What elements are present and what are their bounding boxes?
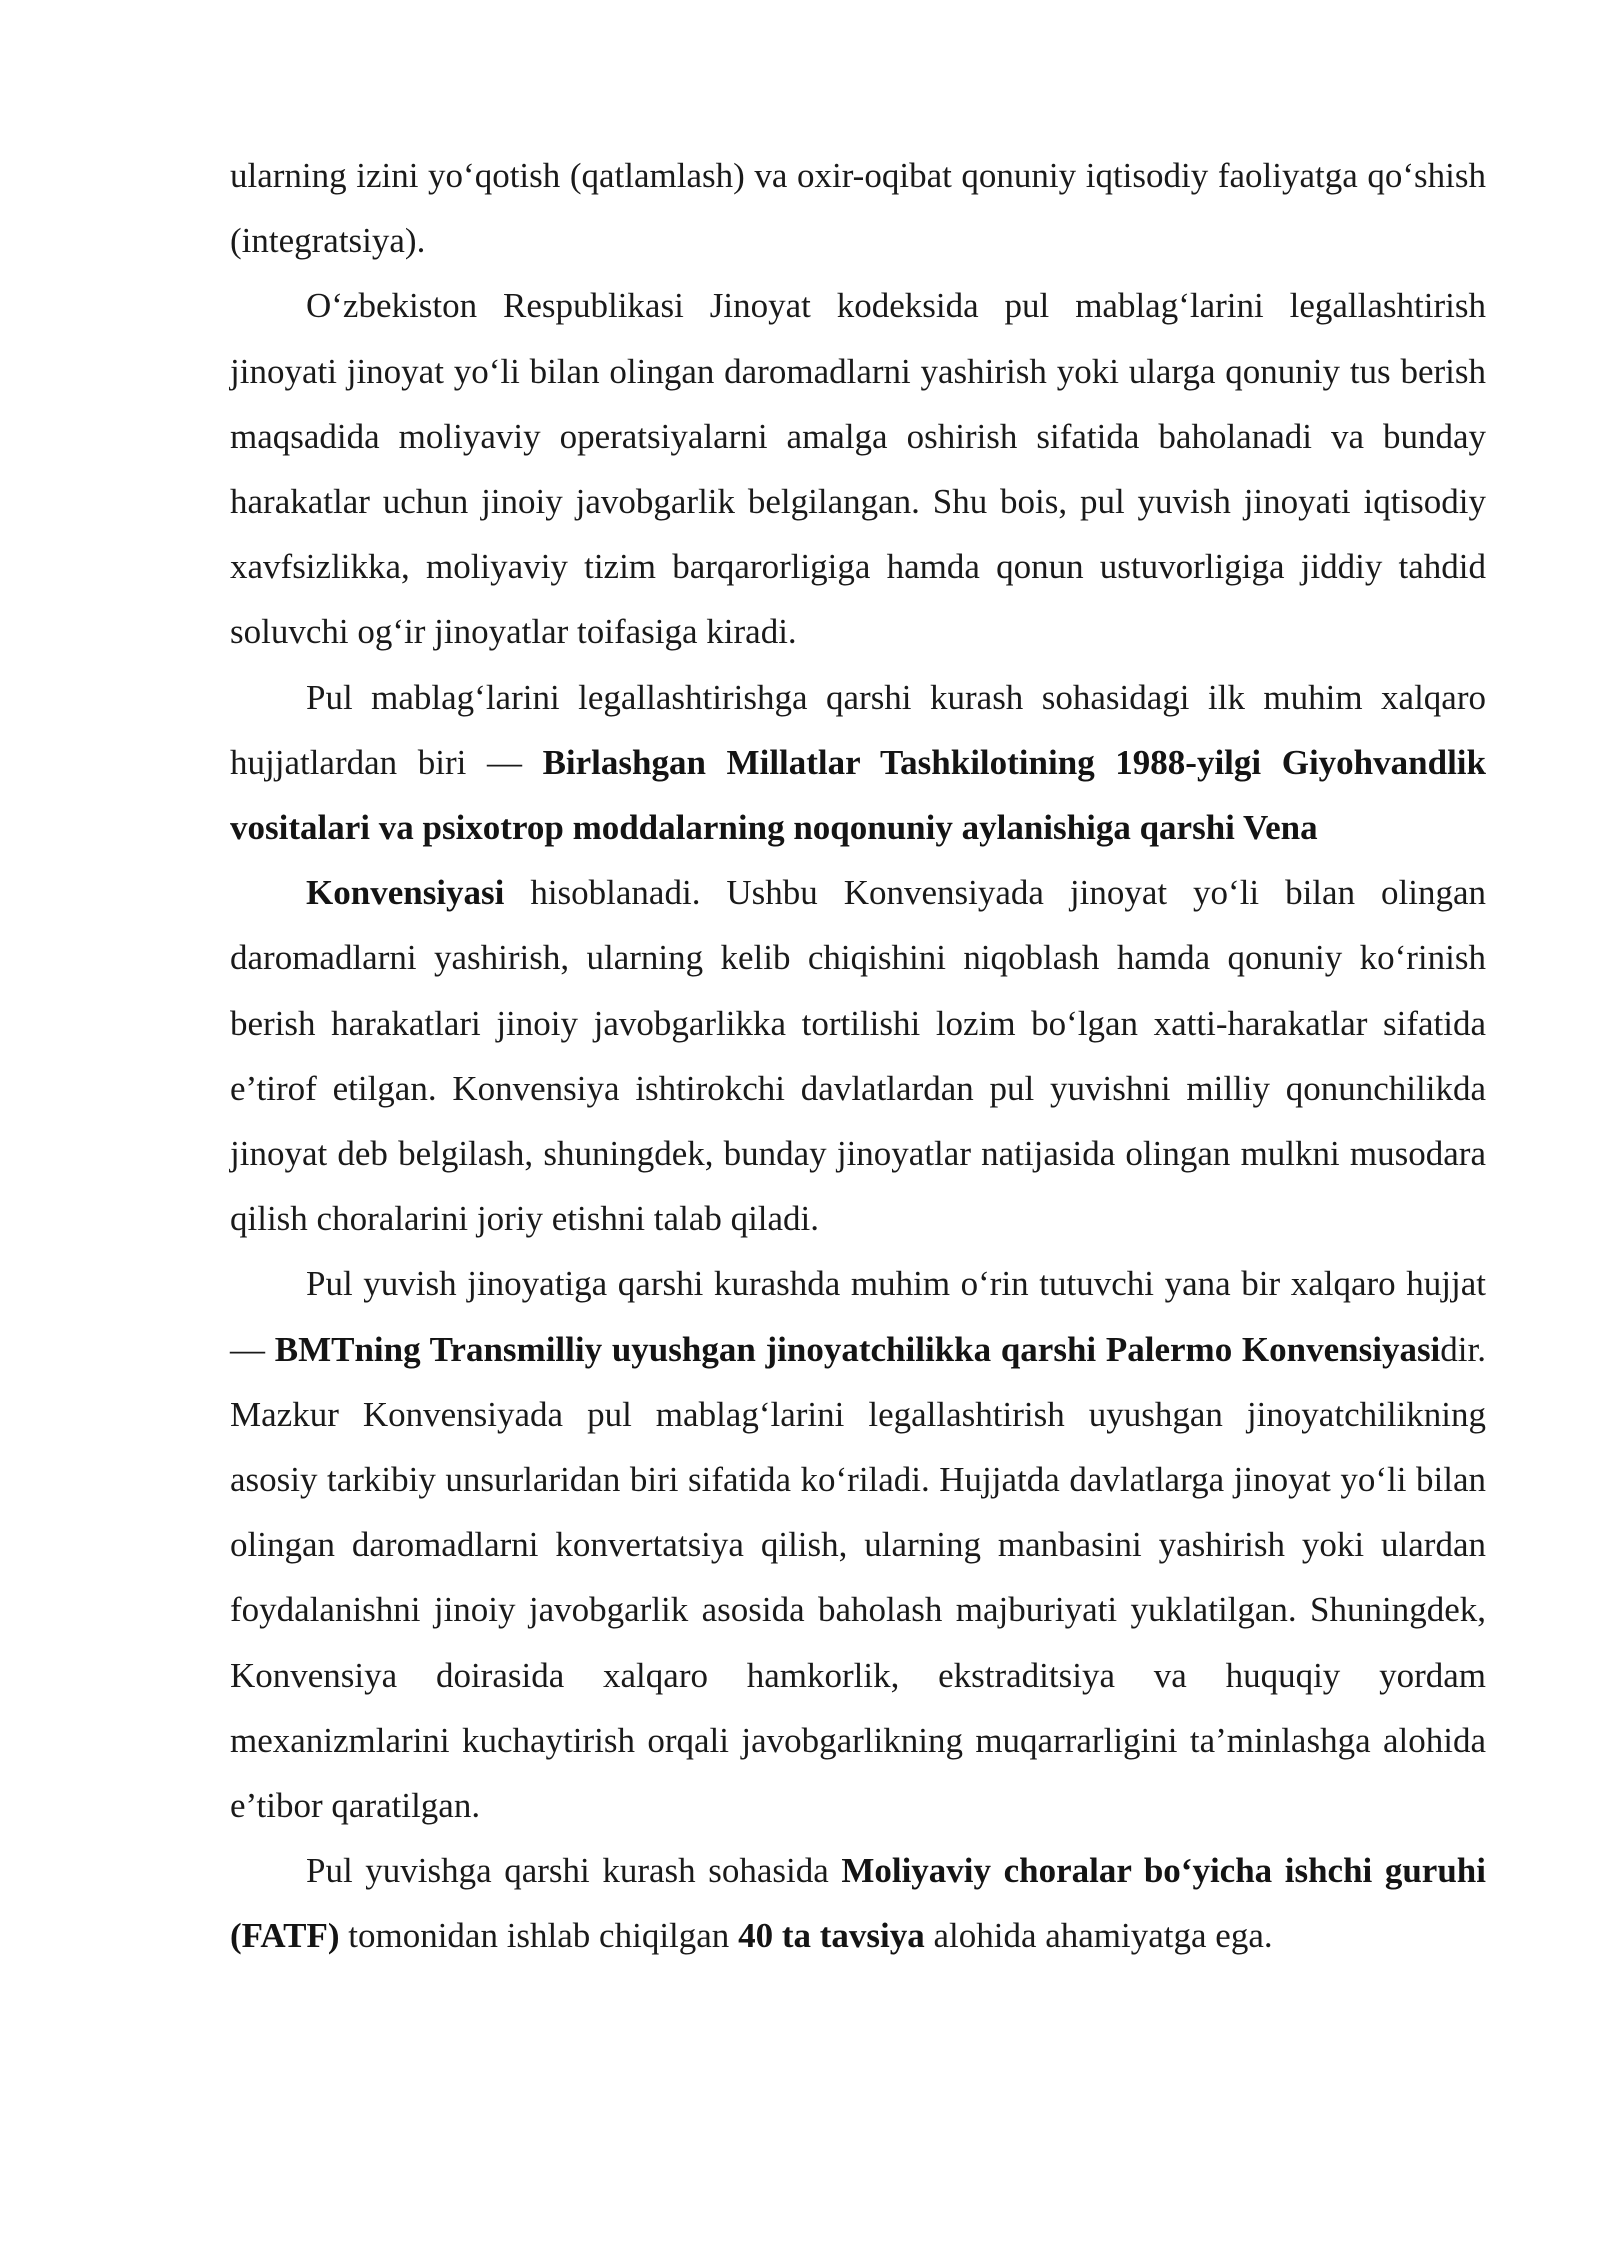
text-run: Pul yuvish jinoyatiga qarshi kurashda muhim o‘rin tutuvchi yana bir xalqaro hujjat — bbox=[230, 1264, 1486, 1369]
paragraph-vienna-intro bbox=[230, 665, 1486, 861]
bold-text-run: Birlashgan Millatlar Tashkilotining 1988-yilgi Giyohvandlik vositalari va psixotrop moddalarning noqonuniy aylanishiga qarshi Vena bbox=[230, 742, 1486, 848]
paragraph-integration bbox=[230, 143, 1486, 273]
text-run: Pul yuvishga qarshi kurash sohasida bbox=[306, 1851, 842, 1891]
text-run: alohida ahamiyatga ega. bbox=[924, 1916, 1273, 1956]
bold-text-run: Moliyaviy choralar bo‘yicha ishchi guruhi (FATF) bbox=[230, 1851, 1486, 1956]
paragraph-fatf bbox=[230, 1838, 1486, 1968]
text-run: tomonidan ishlab chiqilgan bbox=[339, 1916, 739, 1956]
text-run: ularning izini yo‘qotish (qatlamlash) va oxir-oqibat qonuniy iqtisodiy faoliyatga qo‘shish (integratsiya). bbox=[230, 156, 1486, 261]
paragraph-criminal-code bbox=[230, 273, 1486, 664]
text-run: O‘zbekiston Respublikasi Jinoyat kodeksida pul mablag‘larini legallashtirish jinoyati jinoyat yo‘li bilan olingan daromadlarni yashirish yoki ularga qonuniy tus berish maqsadida moliyaviy operatsiyalarni amalga oshirish sifatida baholanadi va bunday harakatlar uchun jinoiy javobgarlik belgilangan. Shu bois, pul yuvish jinoyati iqtisodiy xavfsizlikka, moliyaviy tizim barqarorligiga hamda qonun ustuvorligiga jiddiy tahdid soluvchi og‘ir jinoyatlar toifasiga kiradi. bbox=[230, 286, 1486, 652]
text-run: Pul mablag‘larini legallashtirishga qarshi kurash sohasidagi ilk muhim xalqaro hujjatlardan biri — bbox=[230, 677, 1486, 782]
paragraph-vienna-convention bbox=[230, 860, 1486, 1251]
bold-text-run: Konvensiyasi bbox=[306, 873, 505, 913]
text-run: hisoblanadi. Ushbu Konvensiyada jinoyat yo‘li bilan olingan daromadlarni yashirish, ularning kelib chiqishini niqoblash hamda qonuniy ko‘rinish berish harakatlari jinoiy javobgarlikka tortilishi lozim bo‘lgan xatti-harakatlar sifatida e’tirof etilgan. Konvensiya ishtirokchi davlatlardan pul yuvishni milliy qonunchilikda jinoyat deb belgilash, shuningdek, bunday jinoyatlar natijasida olingan mulkni musodara qilish choralarini joriy etishni talab qiladi. bbox=[230, 873, 1486, 1239]
bold-text-run: BMTning Transmilliy uyushgan jinoyatchilikka qarshi Palermo Konvensiyasi bbox=[274, 1329, 1441, 1369]
text-run: dir. Mazkur Konvensiyada pul mablag‘larini legallashtirish uyushgan jinoyatchilikning asosiy tarkibiy unsurlaridan biri sifatida ko‘riladi. Hujjatda davlatlarga jinoyat yo‘li bilan olingan daromadlarni konvertatsiya qilish, ularning manbasini yashirish yoki ulardan foydalanishni jinoiy javobgarlik asosida baholash majburiyati yuklatilgan. Shuningdek, Konvensiya doirasida xalqaro hamkorlik, ekstraditsiya va huquqiy yordam mexanizmlarini kuchaytirish orqali javobgarlikning muqarrarligini ta’minlashga alohida e’tibor qaratilgan. bbox=[230, 1329, 1486, 1826]
document-page bbox=[230, 143, 1486, 1969]
paragraph-palermo bbox=[230, 1251, 1486, 1838]
bold-text-run: 40 ta tavsiya bbox=[738, 1916, 925, 1956]
